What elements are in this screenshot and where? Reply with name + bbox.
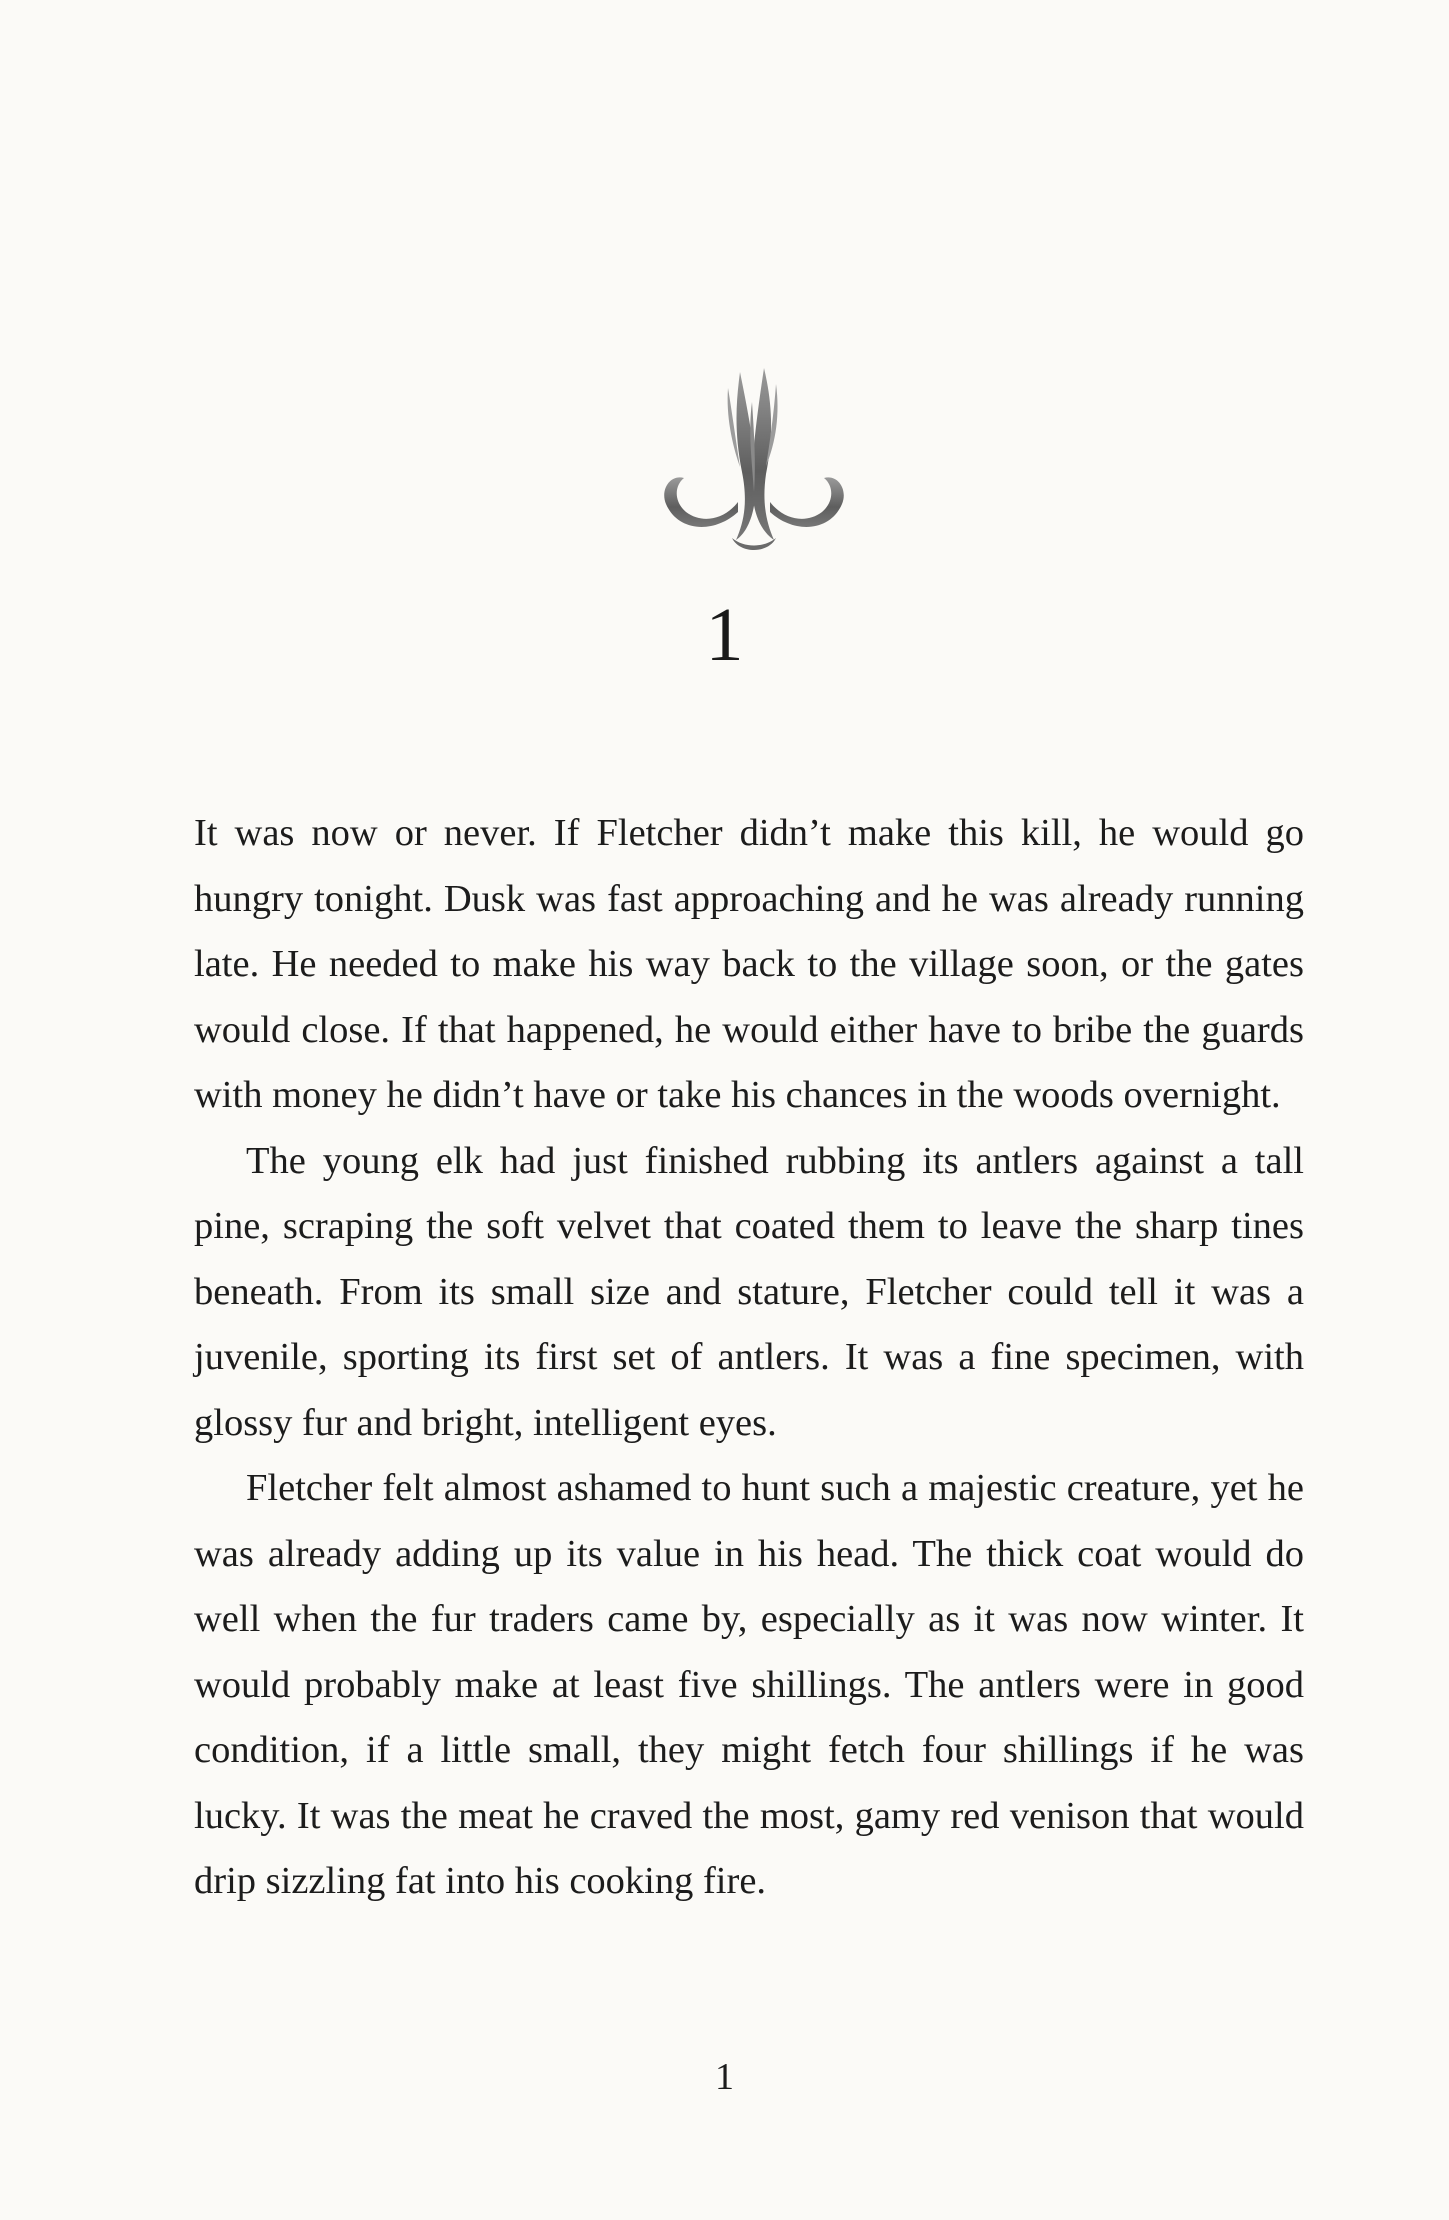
- page-number: 1: [715, 2056, 734, 2098]
- paragraph: The young elk had just finished rubbing its antlers against a tall pine, scraping the soft velvet that coated them to leave the sharp tines beneath. From its small size and stature, Fletcher could tell it was a juvenile, sporting its first set of antlers. It was a fine specimen, with glossy fur and bright, intelligent eyes.: [194, 1139, 1304, 1444]
- chapter-body: [194, 801, 1304, 1915]
- antler-ornament-icon: [644, 362, 864, 562]
- paragraph: It was now or never. If Fletcher didn’t make this kill, he would go hungry tonight. Dusk was fast approaching and he was already running late. He needed to make his way back to the village soon, or the gates would close. If that happened, he would either have to bribe the guards with money he didn’t have or take his chances in the woods overnight.: [194, 812, 1304, 1116]
- paragraph: Fletcher felt almost ashamed to hunt such a majestic creature, yet he was already adding up its value in his head. The thick coat would do well when the fur traders came by, especially as it was now winter. It would probably make at least five shillings. The antlers were in good condition, if a little small, they might fetch four shillings if he was lucky. It was the meat he craved the most, gamy red venison that would drip sizzling fat into his cooking fire.: [194, 1467, 1304, 1902]
- chapter-number: 1: [705, 593, 744, 677]
